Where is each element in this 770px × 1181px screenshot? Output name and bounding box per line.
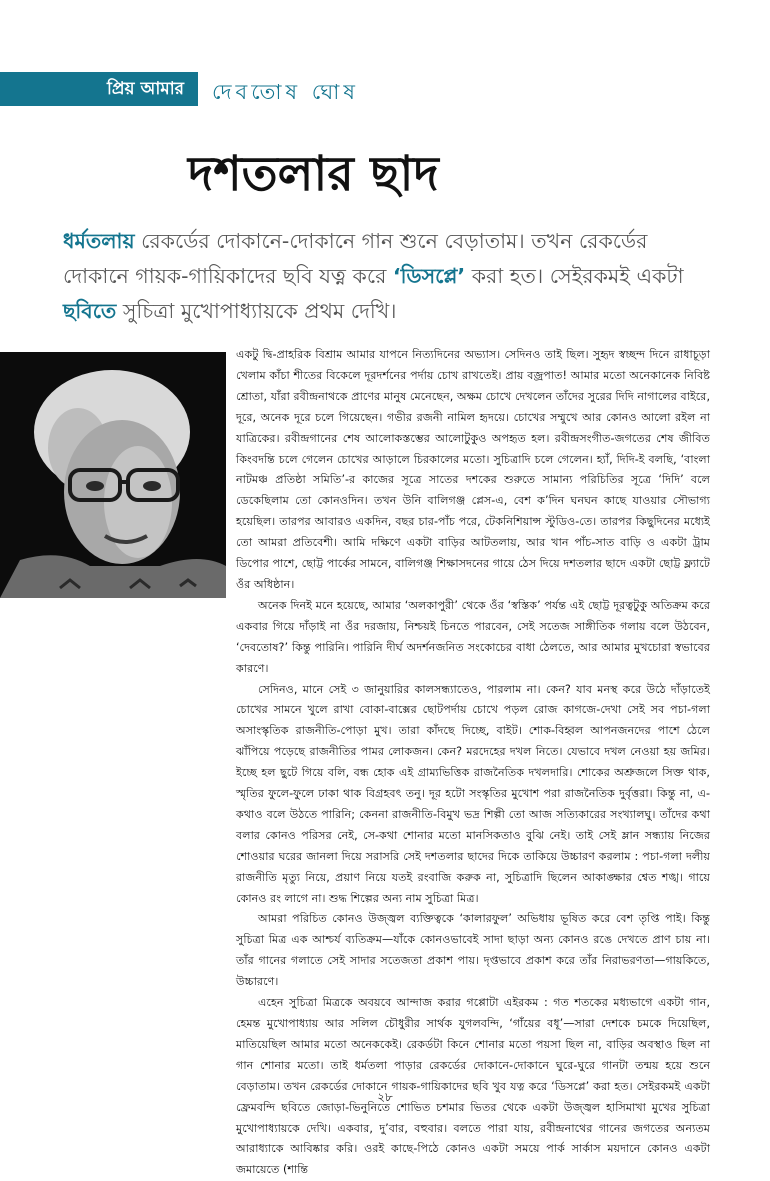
article-body: [236, 345, 710, 1181]
portrait-photo: [0, 352, 226, 598]
lede-highlight: ছবিতে: [63, 299, 117, 323]
column-name: প্রিয় আমার: [106, 79, 184, 99]
article-title: দশতলার ছাদ: [188, 146, 439, 202]
lede-text: সুচিত্রা মুখোপাধ্যায়কে প্রথম দেখি।: [116, 299, 397, 323]
eye-right: [143, 481, 161, 491]
body-paragraph: এহেন সুচিত্রা মিত্রকে অবয়বে আন্দাজ করার গপ্পোটা এইরকম : গত শতকের মধ্যভাগে একটা গান, হেমন্ত মুখোপাধ্যায় আর সলিল চৌধুরীর সার্থক যুগলবন্দি, ‘গাঁয়ের বধূ’—সারা দেশকে চমকে দিয়েছিল, মাতিয়েছিল আমার মতো অনেককেই। রেকর্ডটা কিনে শোনার মতো পয়সা ছিল না, বাড়ির অবস্থাও ছিল না গান শোনার মতো। তাই ধর্মতলা পাড়ার রেকর্ডের দোকানে-দোকানে ঘুরে-ঘুরে গানটা তন্ময় হয়ে শুনে বেড়াতাম। তখন রেকর্ডের দোকানে গায়ক-গায়িকাদের ছবি খুব যত্ন করে ‘ডিসপ্লে’ করা হত। সেইরকমই একটা ফ্রেমবন্দি ছবিতে জোড়া-ভিনুনিতে শোভিত চশমার ভিতর থেকে একটা উজ্জ্বল হাসিমাখা মুখের সুচিত্রা মুখোপাধ্যায়কে দেখি। একবার, দু’বার, বহুবার। বলতে পারা যায়, রবীন্দ্রনাথের গানের জগতের অন্যতম আরাধ্যাকে আবিষ্কার করি। ওরই কাছে-পিঠে কোনও একটা সময়ে পার্ক সার্কাস ময়দানে কোনও একটা জমায়েতে (শান্তি: [236, 996, 710, 1177]
body-paragraph: সেদিনও, মানে সেই ৩ জানুয়ারির কালসন্ধ্যাতেও, পারলাম না। কেন? যাব মনস্থ করে উঠে দাঁড়াতেই চোখের সামনে খুলে রাখা বোকা-বাক্সের ছোটপর্দায় চোখে পড়ল রোজ কাগজে-দেখা সেই সব পচা-গলা অসাংস্কৃতিক রাজনীতি-পোড়া মুখ। তারা কাঁদছে দিচ্ছে, বাইট। শোক-বিহ্বল আপনজনদের পাশে ঠেলে ঝাঁপিয়ে পড়েছে রাজনীতির পামর লোকজন। কেন? মরদেহের দখল নিতে। যেভাবে দখল নেওয়া হয় জমির। ইচ্ছে হল ছুটে গিয়ে বলি, বন্ধ হোক এই গ্রাম্যভিত্তিক রাজনৈতিক দখলদারি। শোকের অশ্রুজলে সিক্ত থাক, স্মৃতির ফুলে-ফুলে ঢাকা থাক বিগ্রহবৎ তনু। দূর হটো সংস্কৃতির মুখোশ পরা রাজনৈতিক দুর্বৃত্তরা। কিন্তু না, এ-কথাও বলে উঠতে পারিনি; কেননা রাজনীতি-বিমুখ ভদ্র শিল্পী তো আজ সত্যিকারের সংখ্যালঘু। তাঁদের কথা বলার কোনও পরিসর নেই, সে-কথা শোনার মতো মানসিকতাও বুঝি নেই। তাই সেই ম্লান সন্ধ্যায় নিজের শোওয়ার ঘরের জানলা দিয়ে সরাসরি সেই দশতলার ছাদের দিকে তাকিয়ে উচ্চারণ করলাম : পচা-গলা দলীয় রাজনীতি মৃত্যু নিয়ে, প্রয়াণ নিয়ে যতই রংবাজি করুক না, সুচিত্রাদি ছিলেন আকাঙ্ক্ষার শ্বেত শঙ্খ। গায়ে কোনও রং লাগে না। শুদ্ধ শিল্পের অন্য নাম সুচিত্রা মিত্র।: [236, 682, 710, 905]
page-number: ২৮: [377, 1090, 393, 1104]
column-header-band: [0, 72, 198, 106]
lede-highlight: ‘ডিসপ্লে’: [392, 264, 466, 288]
author-name: দেবতোষ ঘোষ: [212, 80, 359, 104]
body-paragraph: একটু দ্বি-প্রাহরিক বিশ্রাম আমার যাপনে নিত্যদিনের অভ্যাস। সেদিনও তাই ছিল। সুহৃদ স্বচ্ছন্দ দিনে রাধাচূড়া খেলাম কাঁচা শীতের বিকেলে দূরদর্শনের পর্দায় চোখ রাখতেই। প্রায় বজ্রপাত! আমার মতো অনেকানেক নিবিষ্ট শ্রোতা, যাঁরা রবীন্দ্রনাথকে প্রাণের মানুষ মেনেছেন, অক্ষম চোখে দেখলেন তাঁদের সুরের দিদি নাগালের বাইরে, দূরে, অনেক দূরে চলে গিয়েছেন। গভীর রজনী নামিল হৃদয়ে। চোখের সম্মুখে আর কোনও আলো রইল না যাত্রিকের। রবীন্দ্রগানের শেষ আলোকস্তম্ভের আলোটুকুও অপহৃত হল। রবীন্দ্রসংগীত-জগতের শেষ জীবিত কিংবদন্তি চলে গেলেন চোখের আড়ালে চিরকালের মতো। সুচিত্রাদি চলে গেলেন। হ্যাঁ, দিদি-ই বলছি, ‘বাংলা নাটমঞ্চ প্রতিষ্ঠা সমিতি’-র কাজের সূত্রে সাতের দশকের শুরুতে সামান্য পরিচিতির সূত্রে ‘দিদি’ বলে ডেকেছিলাম তো কোনওদিন। তখন উনি বালিগঞ্জ প্লেস-এ, বেশ ক’দিন ঘনঘন কাছে যাওয়ার সৌভাগ্য হয়েছিল। তারপর আবারও একদিন, বছর চার-পাঁচ পরে, টেকনিশিয়ান্স স্টুডিও-তে। তারপর কিছুদিনের মধ্যেই তো আমরা প্রতিবেশী। আমি দক্ষিণে একটা বাড়ির আটতলায়, আর খান পাঁচ-সাত বাড়ি ও একটা ট্রাম ডিপোর পাশে, ছোট্ট পার্কের সামনে, বালিগঞ্জ শিক্ষাসদনের গায়ে ঠেস দিয়ে দশতলার ছাদে একটা ছোট্ট ফ্ল্যাটে ওঁর অধিষ্ঠান।: [236, 348, 710, 591]
lede-highlight: ধর্মতলায়: [63, 229, 135, 253]
body-paragraph: আমরা পরিচিত কোনও উজ্জ্বল ব্যক্তিত্বকে ‘কালারফুল’ অভিধায় ভূষিত করে বেশ তৃপ্তি পাই। কিন্তু সুচিত্রা মিত্র এক আশ্চর্য ব্যতিক্রম—যাঁকে কোনওভাবেই সাদা ছাড়া অন্য কোনও রঙে দেখতে প্রাণ চায় না। তাঁর গানের গলাতে সেই সাদার সতেজতা প্রকাশ পায়। দৃপ্তভাবে প্রকাশ করে তাঁর নিরাভরণতা—গায়কিতে, উচ্চারণে।: [236, 912, 710, 989]
lede-text: করা হত। সেইরকমই একটা: [465, 264, 684, 288]
lede-text: রেকর্ডের দোকানে-দোকানে গান শুনে বেড়াতাম। তখন রেকর্ডের দোকানে গায়ক-গায়িকাদের ছবি যত্ন করে: [63, 229, 648, 288]
article-lede: [63, 224, 713, 329]
eye-left: [86, 481, 104, 491]
body-paragraph: অনেক দিনই মনে হয়েছে, আমার ‘অলকাপুরী’ থেকে ওঁর ‘স্বস্তিক’ পর্যন্ত এই ছোট্ট দূরত্বটুকু অতিক্রম করে একবার গিয়ে দাঁড়াই না ওঁর দরজায়, নিশ্চয়ই চিনতে পারবেন, সেই সতেজ সাঙ্গীতিক গলায় বলে উঠবেন, ‘দেবতোষ?’ কিন্তু পারিনি। পারিনি দীর্ঘ অদর্শনজনিত সংকোচের বাধা ঠেলতে, আর আমার মুখচোরা স্বভাবের কারণে।: [236, 598, 710, 675]
